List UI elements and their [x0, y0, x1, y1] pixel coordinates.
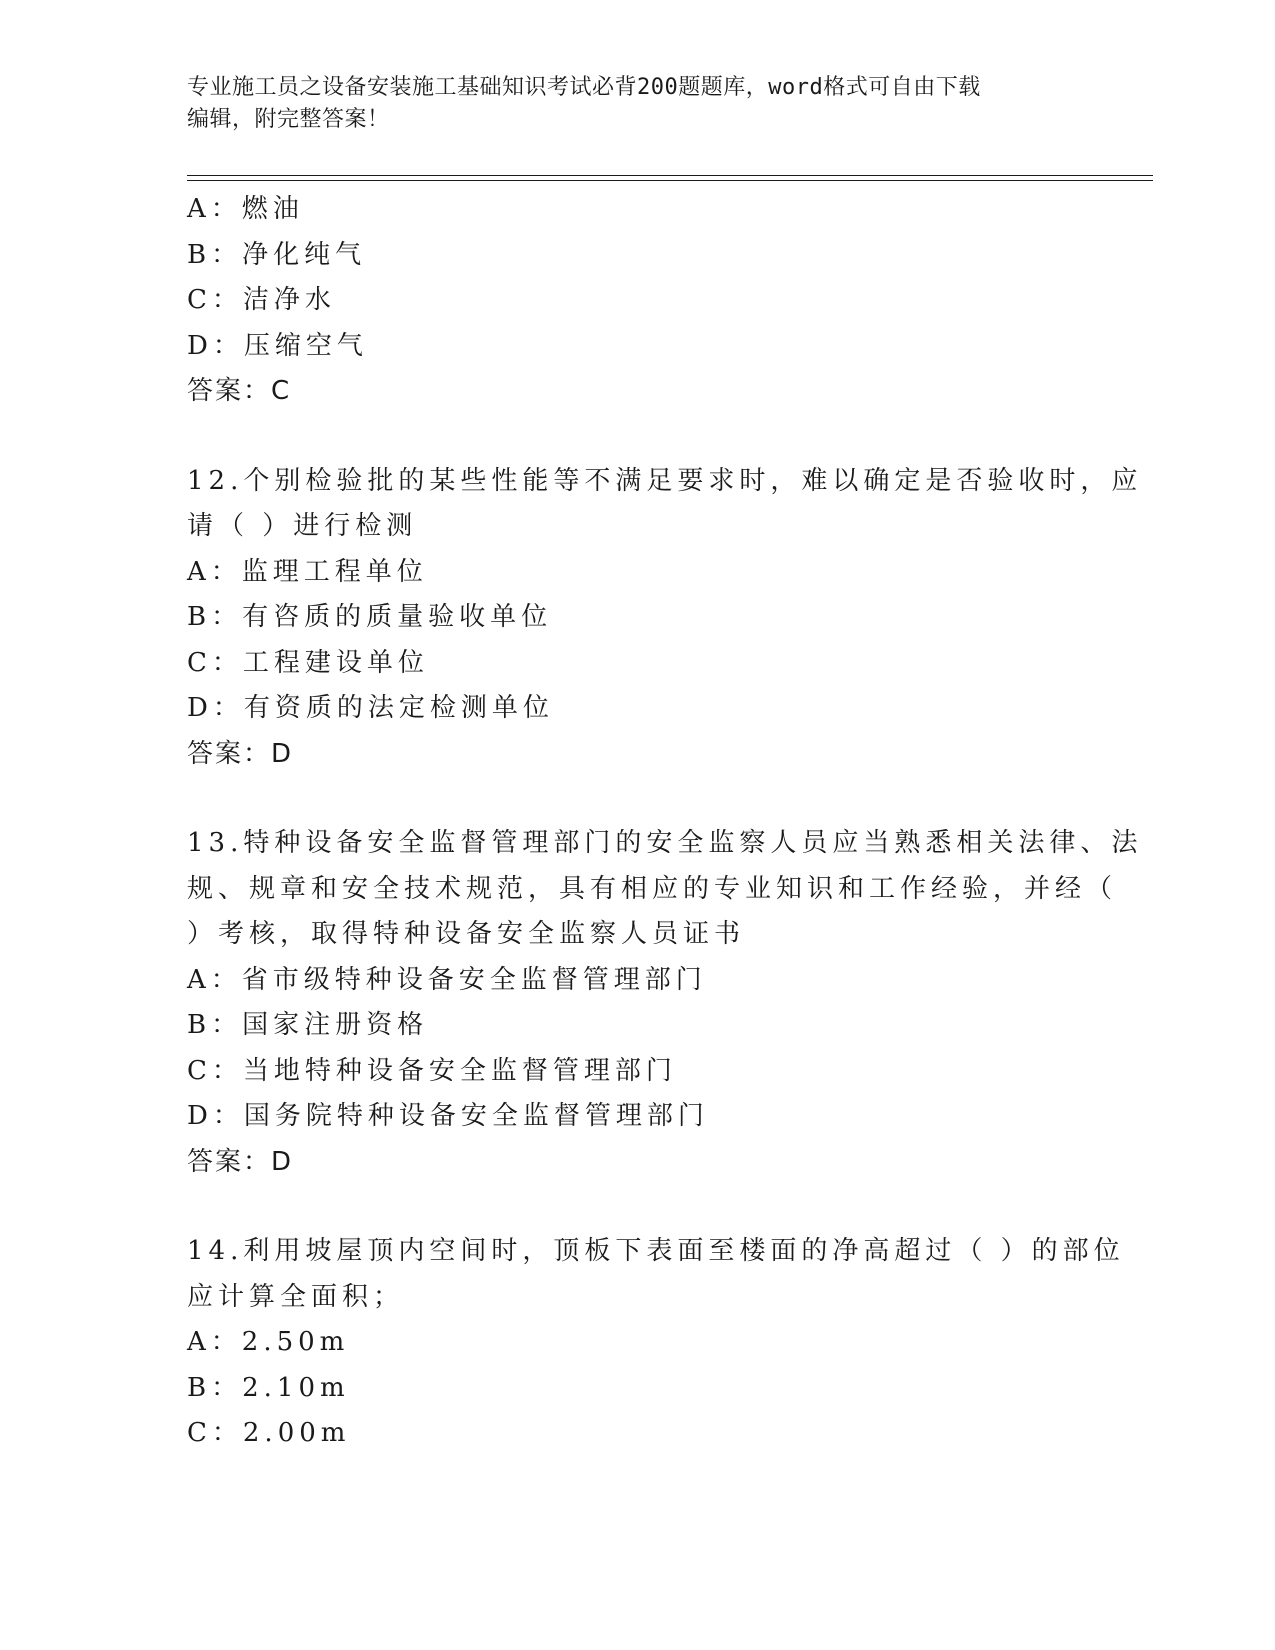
option-line: D：压缩空气: [187, 330, 368, 361]
header-rule-bottom: [187, 180, 1153, 181]
header-line-2: 编辑，附完整答案！: [187, 107, 390, 132]
answer-line: 答案：D: [187, 1146, 294, 1177]
question-text-line: 13.特种设备安全监督管理部门的安全监察人员应当熟悉相关法律、法: [187, 828, 1143, 858]
question-block: [187, 1229, 1125, 1457]
option-line: B：净化纯气: [187, 239, 367, 270]
option-line: A：燃油: [187, 194, 304, 224]
option-line: C：工程建设单位: [187, 647, 429, 678]
question-block: [187, 459, 1143, 778]
question-block: [187, 821, 1143, 1185]
option-line: B：2.10m: [187, 1372, 350, 1403]
option-line: A：监理工程单位: [187, 556, 428, 587]
option-line: C：洁净水: [187, 285, 336, 315]
option-line: A：省市级特种设备安全监督管理部门: [187, 964, 707, 995]
option-line: D：国务院特种设备安全监督管理部门: [187, 1101, 709, 1131]
header-rule-top: [187, 175, 1153, 176]
question-text-line: 14.利用坡屋顶内空间时，顶板下表面至楼面的净高超过（ ）的部位: [187, 1236, 1125, 1266]
question-text-line: 规、规章和安全技术规范，具有相应的专业知识和工作经验，并经（: [187, 873, 1118, 904]
block-spacer: [187, 415, 1087, 459]
question-text-line: ）考核，取得特种设备安全监察人员证书: [187, 919, 746, 949]
document-header: [187, 72, 1087, 136]
header-line-1: 专业施工员之设备安装施工基础知识考试必背200题题库，word格式可自由下载: [187, 75, 981, 100]
option-line: A：2.50m: [187, 1327, 350, 1357]
question-list: [187, 187, 1143, 1457]
answer-line: 答案：C: [187, 376, 292, 406]
question-text-line: 请（ ）进行检测: [187, 511, 418, 541]
option-line: B：有咨质的质量验收单位: [187, 602, 553, 632]
option-line: B：国家注册资格: [187, 1010, 429, 1040]
block-spacer: [187, 1185, 1087, 1229]
answer-line: 答案：D: [187, 738, 294, 769]
option-line: C：当地特种设备安全监督管理部门: [187, 1055, 677, 1086]
question-text-line: 应计算全面积；: [187, 1281, 405, 1312]
option-line: D：有资质的法定检测单位: [187, 693, 554, 723]
question-block: [187, 187, 1087, 415]
question-text-line: 12.个别检验批的某些性能等不满足要求时，难以确定是否验收时，应: [187, 465, 1143, 496]
block-spacer: [187, 777, 1087, 821]
option-line: C：2.00m: [187, 1418, 351, 1448]
